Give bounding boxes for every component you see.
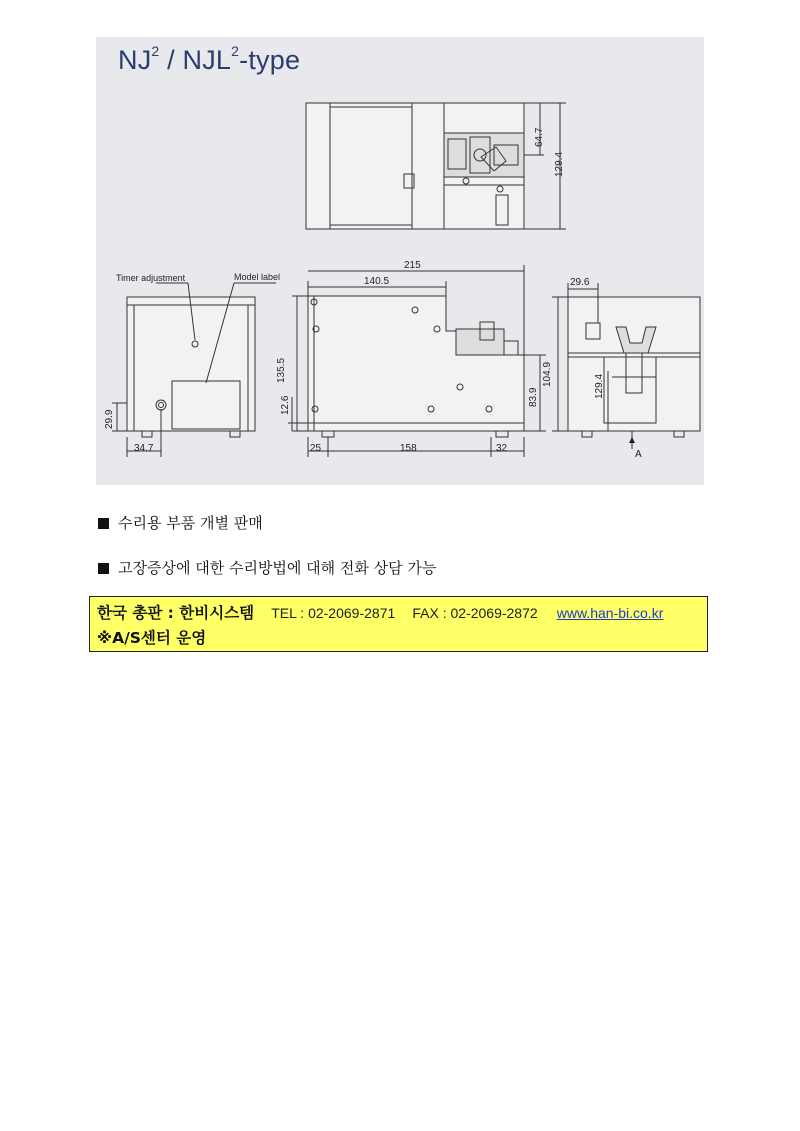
dim-129-4-side: 129.4 xyxy=(594,373,605,399)
label-timer-adjustment: Timer adjustment xyxy=(116,273,186,283)
phone-number: TEL : 02-2069-2871 xyxy=(271,605,396,621)
dim-29-6: 29.6 xyxy=(570,277,590,288)
dim-215: 215 xyxy=(404,260,421,271)
dim-34-7: 34.7 xyxy=(134,443,154,454)
square-bullet-icon xyxy=(98,563,109,574)
front-view xyxy=(288,265,546,457)
square-bullet-icon xyxy=(98,518,109,529)
website-link[interactable]: www.han-bi.co.kr xyxy=(556,605,664,621)
dim-64-7: 64.7 xyxy=(534,127,545,147)
dim-129-4-top: 129.4 xyxy=(554,151,565,177)
dim-32: 32 xyxy=(496,443,508,454)
dim-104-9: 104.9 xyxy=(542,361,553,387)
dim-25: 25 xyxy=(310,443,322,454)
bullet-phone-consult: 고장증상에 대한 수리방법에 대해 전화 상담 가능 xyxy=(98,557,436,578)
right-view xyxy=(552,283,700,449)
company-name: 한국 총판 : 한비시스템 xyxy=(97,604,255,622)
dim-83-9: 83.9 xyxy=(528,387,539,407)
technical-drawing xyxy=(96,37,704,485)
as-center-note: ※A/S센터 운영 xyxy=(97,629,207,647)
dim-29-9: 29.9 xyxy=(104,409,115,429)
label-view-a: A xyxy=(635,449,642,460)
drawing-title: $NJ^2$ / NJL$^2$-type xyxy=(118,43,301,75)
dim-135-5: 135.5 xyxy=(276,357,287,383)
dim-158: 158 xyxy=(400,443,417,454)
dimension-drawing-svg xyxy=(96,37,704,485)
top-view xyxy=(306,103,566,229)
left-view xyxy=(112,283,276,457)
bullet-parts-sale: 수리용 부품 개별 판매 xyxy=(98,512,263,533)
contact-line xyxy=(97,601,663,623)
dim-140-5: 140.5 xyxy=(364,276,390,287)
dim-12-6: 12.6 xyxy=(280,395,291,415)
label-model-label: Model label xyxy=(234,272,281,282)
fax-number: FAX : 02-2069-2872 xyxy=(412,605,538,621)
contact-info-box xyxy=(89,596,708,652)
